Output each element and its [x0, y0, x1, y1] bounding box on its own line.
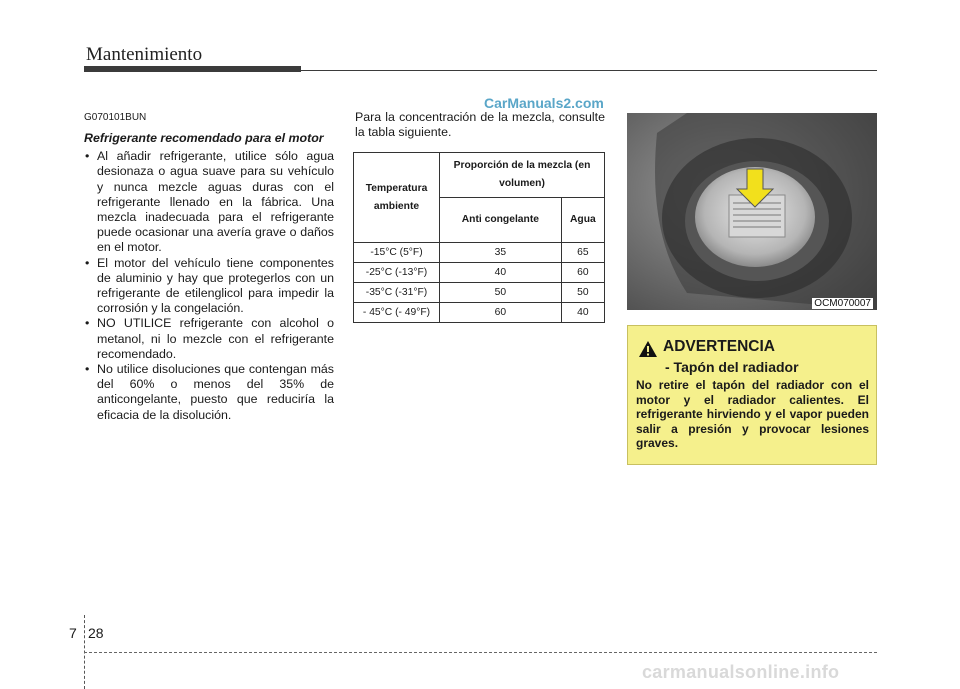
- table-row: [354, 303, 605, 323]
- page-number: 28: [88, 625, 104, 641]
- cell-water: 50: [561, 283, 604, 303]
- list-item: • El motor del vehículo tiene componentes de aluminio y hay que protegerlos con un refrigerante de etilenglicol para impedir la corrosión y la congelación.: [84, 256, 334, 317]
- col-header-proportion: Proporción de la mezcla (en volumen): [440, 153, 605, 198]
- table-row: [354, 283, 605, 303]
- radiator-cap-photo: [627, 113, 877, 310]
- footer-divider: [84, 652, 877, 654]
- header-rule-thin: [301, 70, 877, 71]
- cell-antifreeze: 50: [440, 283, 562, 303]
- watermark-top: CarManuals2.com: [484, 95, 604, 111]
- list-item: • Al añadir refrigerante, utilice sólo agua desionaza o agua suave para su vehículo y nunca mezcle aguas duras con el refrigerante llenado en la fábrica. Una mezcla inadecuada para el refrigerante puede ocasionar una avería grave o daños en el motor.: [84, 149, 334, 255]
- warning-triangle-icon: [638, 340, 658, 358]
- cell-water: 65: [561, 243, 604, 263]
- cell-temp: -15°C (5°F): [354, 243, 440, 263]
- table-row: [354, 243, 605, 263]
- table-intro: Para la concentración de la mezcla, consulte la tabla siguiente.: [355, 110, 605, 140]
- warning-body: No retire el tapón del radiador con el motor y el radiador calientes. El refrigerante hirviendo y el vapor pueden salir a presión y provocar lesiones graves.: [636, 378, 869, 451]
- warning-box: [627, 325, 877, 465]
- cell-antifreeze: 35: [440, 243, 562, 263]
- photo-caption: OCM070007: [814, 298, 871, 309]
- left-column: [84, 110, 334, 423]
- section-title: Mantenimiento: [86, 44, 203, 65]
- col-header-temperature: Temperatura ambiente: [354, 153, 440, 243]
- section-code: G070101BUN: [84, 112, 147, 123]
- list-item: • NO UTILICE refrigerante con alcohol o metanol, ni lo mezcle con el refrigerante recomendado.: [84, 316, 334, 362]
- cell-antifreeze: 60: [440, 303, 562, 323]
- concentration-table: [353, 152, 605, 323]
- radiator-cap-illustration: [627, 113, 877, 310]
- cell-water: 60: [561, 263, 604, 283]
- col-header-antifreeze: Anti congelante: [440, 198, 562, 243]
- bullet-list: [84, 149, 334, 423]
- table-row: [354, 263, 605, 283]
- watermark-bottom: carmanualsonline.info: [642, 662, 840, 682]
- warning-title: ADVERTENCIA: [663, 338, 775, 355]
- chapter-number: 7: [69, 625, 77, 641]
- cell-water: 40: [561, 303, 604, 323]
- col-header-water: Agua: [561, 198, 604, 243]
- section-subtitle: Refrigerante recomendado para el motor: [84, 131, 324, 146]
- cell-temp: -35°C (-31°F): [354, 283, 440, 303]
- list-item: • No utilice disoluciones que contengan más del 60% o menos del 35% de anticongelante, puesto que reduciría la eficacia de la disolución.: [84, 362, 334, 423]
- header-rule-thick: [84, 66, 301, 72]
- cell-temp: -25°C (-13°F): [354, 263, 440, 283]
- warning-subtitle: - Tapón del radiador: [665, 359, 799, 375]
- cell-antifreeze: 40: [440, 263, 562, 283]
- cell-temp: - 45°C (- 49°F): [354, 303, 440, 323]
